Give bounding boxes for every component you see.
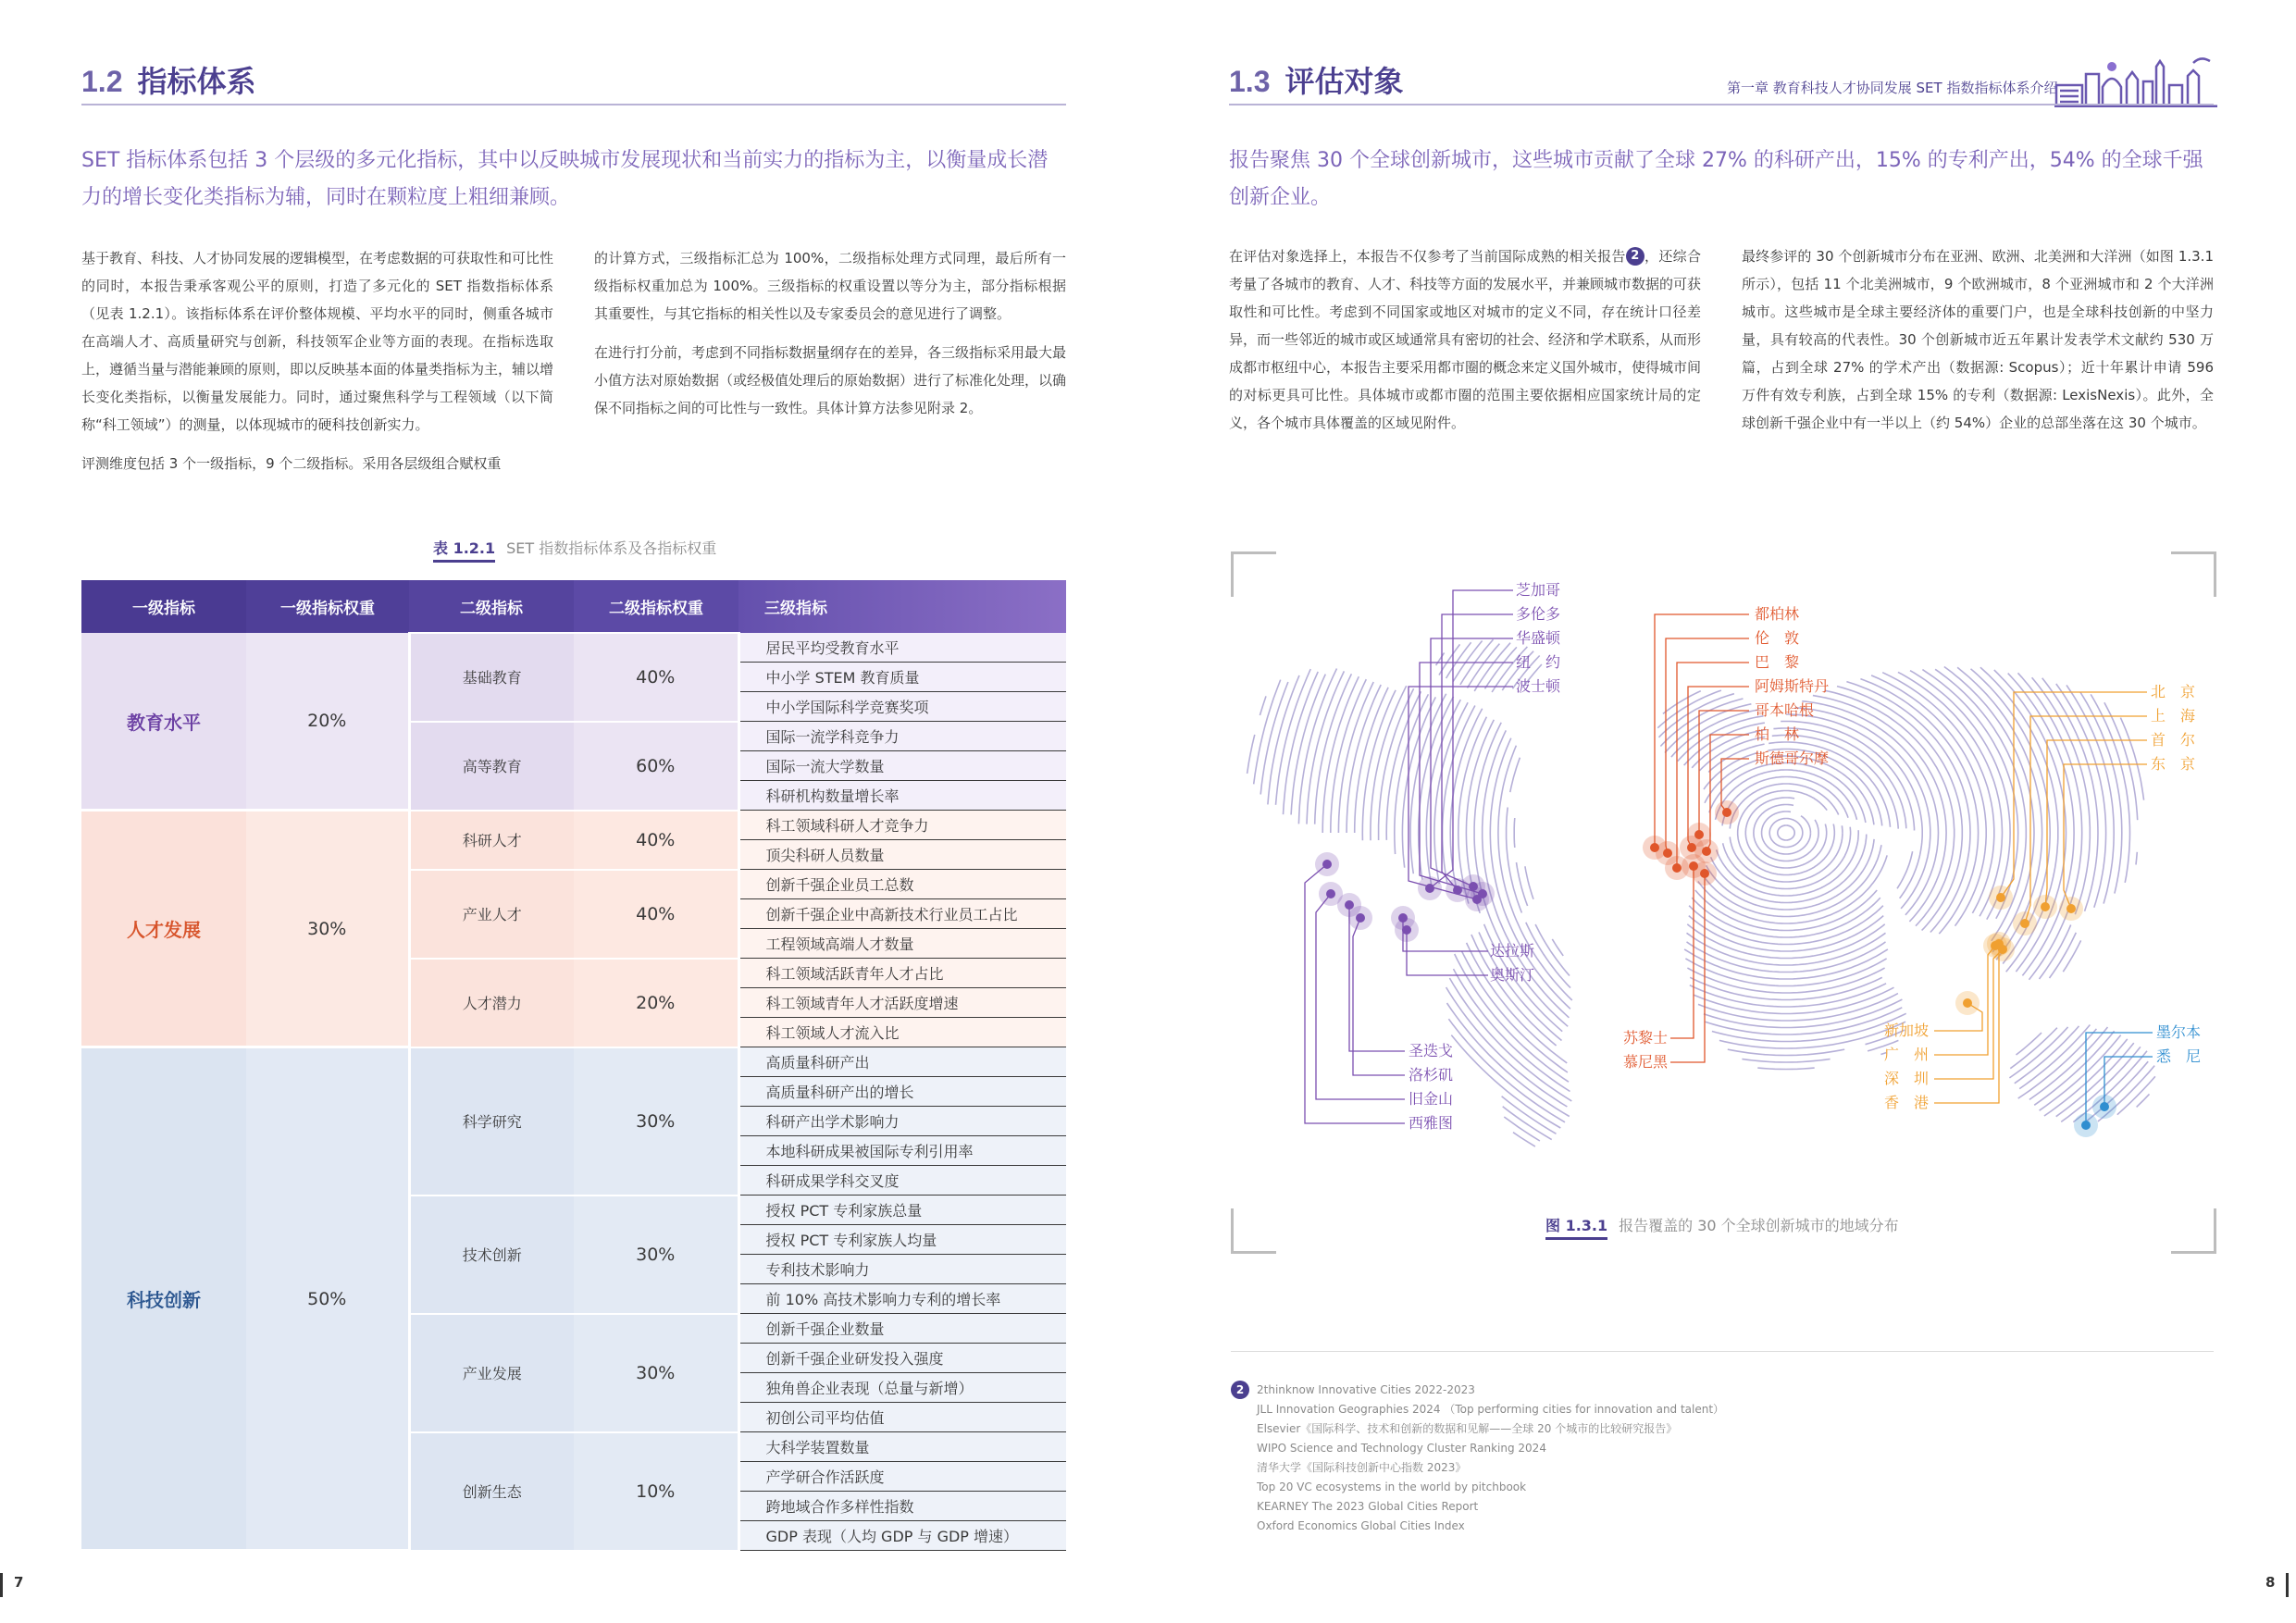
page-number-left [0, 1573, 23, 1597]
level2-weight: 40% [574, 811, 738, 870]
header-level3: 三级指标 [738, 580, 1066, 633]
city-label: 达拉斯 [1490, 942, 1535, 960]
level3-indicator: 科工领域人才流入比 [738, 1018, 1066, 1047]
city-dot [1345, 900, 1354, 910]
level2-weight: 20% [574, 959, 738, 1047]
city-label: 圣迭戈 [1409, 1042, 1454, 1059]
level3-indicator: 科研成果学科交叉度 [738, 1166, 1066, 1196]
level2-weight: 60% [574, 722, 738, 811]
section-title-1-2 [81, 63, 256, 100]
level2-indicator: 人才潜力 [409, 959, 574, 1047]
city-label: 波士顿 [1516, 677, 1561, 695]
city-label: 多伦多 [1516, 605, 1561, 623]
footnote-ref-marker[interactable]: 2 [1626, 247, 1644, 266]
city-label: 华盛顿 [1516, 629, 1561, 647]
city-dot [1963, 998, 1972, 1008]
city-label: 东 京 [2150, 755, 2195, 773]
city-dot [1672, 863, 1682, 873]
level3-indicator: 高质量科研产出的增长 [738, 1077, 1066, 1107]
map-caption-text: 报告覆盖的 30 个全球创新城市的地域分布 [1619, 1217, 1899, 1234]
city-dot [1702, 847, 1711, 856]
body-column-1 [81, 244, 553, 489]
city-label: 北 京 [2150, 683, 2195, 700]
paragraph [1229, 242, 1701, 437]
set-index-table [81, 580, 1066, 1552]
map-hatch-line [1716, 770, 1859, 896]
level3-indicator: 跨地域合作多样性指数 [738, 1492, 1066, 1521]
city-label: 苏黎士 [1622, 1029, 1668, 1047]
city-dot [2041, 902, 2050, 911]
paragraph: 评测维度包括 3 个一级指标，9 个二级指标。采用各层级组合赋权重 [81, 455, 502, 472]
level3-indicator: 科研机构数量增长率 [738, 781, 1066, 811]
level1-indicator: 人才发展 [81, 811, 246, 1047]
body-column-2 [594, 244, 1066, 433]
city-leader-line [1407, 930, 1488, 975]
map-hatch-line [1254, 680, 1281, 785]
page-number: 8 [2265, 1574, 2276, 1591]
level1-indicator: 科技创新 [81, 1047, 246, 1551]
chapter-header: 第一章 教育科技人才协同发展 SET 指数指标体系介绍 [1727, 80, 2058, 96]
city-label: 柏 林 [1755, 725, 1800, 743]
header-level2-weight: 二级指标权重 [574, 580, 738, 633]
level2-weight: 40% [574, 870, 738, 959]
paragraph: 最终参评的 30 个创新城市分布在亚洲、欧洲、北美洲和大洋洲（如图 1.3.1 所示），包括 11 个北美洲城市，9 个欧洲城市，8 个亚洲城市和 2 个大洋洲城市。这些城市是全球主要经济体的重要门户，也是全球科技创新的中坚力量，具有较高的代表性。30 个创新城市近五年累计发表学术文献约 530 万篇，占到全球 27% 的学术产出（数据源: Scopus）；近十年累计申请 596 万件有效专利族，占到全球 15% 的专利（数据源: LexisNexis）。此外，全球创新千强企业中有一半以上（约 54%）企业的总部坐落在这 30 个城市。 [1742, 248, 2214, 431]
city-label: 悉 尼 [2156, 1047, 2202, 1065]
map-caption [1545, 1214, 1899, 1235]
footnote-entry: 2thinknow Innovative Cities 2022-2023 [1257, 1383, 1475, 1396]
level3-indicator: 顶尖科研人员数量 [738, 840, 1066, 870]
level2-indicator: 产业发展 [409, 1314, 574, 1432]
level3-indicator: 科工领域青年人才活跃度增速 [738, 988, 1066, 1018]
level3-indicator: 创新千强企业研发投入强度 [738, 1344, 1066, 1373]
city-label: 奥斯汀 [1490, 966, 1535, 984]
city-dot [1326, 889, 1335, 898]
level2-indicator: 高等教育 [409, 722, 574, 811]
paragraph: 在进行打分前，考虑到不同指标数据量纲存在的差异，各三级指标采用最大最小值方法对原始数据（或经极值处理后的原始数据）进行了标准化处理，以确保不同指标之间的可比性与一致性。具体计算方法参见附录 2。 [594, 344, 1067, 416]
level3-indicator: 居民平均受教育水平 [738, 633, 1066, 663]
body-column-1 [1229, 242, 1701, 448]
level3-indicator: 产学研合作活跃度 [738, 1462, 1066, 1492]
level2-indicator: 基础教育 [409, 633, 574, 722]
city-label: 伦 敦 [1755, 629, 1800, 647]
world-map [1231, 555, 2214, 1203]
city-leader-line [1706, 735, 1749, 851]
map-hatch-line [1769, 819, 1803, 848]
level3-indicator: 大科学装置数量 [738, 1432, 1066, 1462]
page-number-right [2265, 1573, 2289, 1597]
level3-indicator: 创新千强企业中高新技术行业员工占比 [738, 899, 1066, 929]
city-dot [1663, 849, 1672, 858]
city-label: 纽 约 [1516, 653, 1561, 671]
level3-indicator: 授权 PCT 专利家族人均量 [738, 1225, 1066, 1255]
frame-corner [1231, 1208, 1276, 1254]
level3-indicator: 国际一流学科竞争力 [738, 722, 1066, 751]
city-dot [1996, 893, 2005, 902]
footnote-entry: Elsevier《国际科学、技术和创新的数据和见解——全球 20 个城市的比较研究报告》 [1257, 1422, 1678, 1435]
city-dot [1322, 860, 1332, 869]
city-dot [1453, 886, 1462, 895]
level2-weight: 30% [574, 1196, 738, 1314]
level1-indicator: 教育水平 [81, 633, 246, 811]
footnote-entry: 清华大学《国际科技创新中心指数 2023》 [1257, 1461, 1467, 1474]
section-title-text: 指标体系 [137, 64, 256, 99]
level1-weight: 30% [246, 811, 409, 1047]
city-dot [1694, 830, 1704, 839]
level3-indicator: 中小学 STEM 教育质量 [738, 663, 1066, 692]
level3-indicator: 科工领域科研人才竞争力 [738, 811, 1066, 840]
paragraph: 基于教育、科技、人才协同发展的逻辑模型，在考虑数据的可获取性和可比性的同时，本报告秉承客观公平的原则，打造了多元化的 SET 指数指标体系（见表 1.2.1）。该指标体系在评价整体规模、平均水平的同时，侧重各城市在高端人才、高质量研究与创新，科技领军企业等方面的表现。在指标选取上，遵循当量与潜能兼顾的原则，即以反映基本面的体量类指标为主，辅以增长变化类指标，以衡量发展能力。同时，通过聚焦科学与工程领域（以下简称“科工领域”）的测量，以体现城市的硬科技创新实力。 [81, 250, 554, 433]
city-label: 香 港 [1883, 1094, 1929, 1111]
lead-paragraph: SET 指标体系包括 3 个层级的多元化指标，其中以反映城市发展现状和当前实力的指标为主，以衡量成长潜力的增长变化类指标为辅，同时在颗粒度上粗细兼顾。 [81, 149, 1049, 209]
level3-indicator: 创新千强企业数量 [738, 1314, 1066, 1344]
table-caption-text: SET 指数指标体系及各指标权重 [506, 539, 717, 557]
section-rule [1229, 104, 2214, 105]
level3-indicator: 国际一流大学数量 [738, 751, 1066, 781]
city-label: 首 尔 [2150, 731, 2195, 749]
table-caption-id: 表 1.2.1 [433, 539, 495, 563]
city-label: 都柏林 [1755, 605, 1800, 623]
map-hatch-line [1719, 667, 2034, 1049]
level2-indicator: 科学研究 [409, 1047, 574, 1196]
level2-indicator: 技术创新 [409, 1196, 574, 1314]
level2-weight: 30% [574, 1314, 738, 1432]
section-number: 1.3 [1229, 65, 1271, 98]
city-dot [1722, 808, 1731, 817]
footnote-entry: WIPO Science and Technology Cluster Ranking 2024 [1257, 1442, 1546, 1455]
level3-indicator: 高质量科研产出 [738, 1047, 1066, 1077]
city-label: 巴 黎 [1755, 653, 1800, 671]
level2-indicator: 创新生态 [409, 1432, 574, 1551]
table-row [81, 1047, 1066, 1077]
level3-indicator: 科研产出学术影响力 [738, 1107, 1066, 1136]
table-row [81, 633, 1066, 663]
footnote-entry: Top 20 VC ecosystems in the world by pitchbook [1257, 1481, 1527, 1493]
level1-weight: 50% [246, 1047, 409, 1551]
section-title-1-3 [1229, 63, 1404, 100]
city-dot [1994, 939, 2004, 948]
city-label: 洛杉矶 [1409, 1066, 1454, 1084]
city-label: 深 圳 [1883, 1070, 1929, 1087]
city-label: 哥本哈根 [1755, 701, 1815, 719]
level3-indicator: 创新千强企业员工总数 [738, 870, 1066, 899]
level3-indicator: 工程领域高端人才数量 [738, 929, 1066, 959]
level3-indicator: 专利技术影响力 [738, 1255, 1066, 1284]
paragraph-start: 在评估对象选择上，本报告不仅参考了当前国际成熟的相关报告 [1229, 248, 1626, 265]
level3-indicator: 本地科研成果被国际专利引用率 [738, 1136, 1066, 1166]
city-label: 上 海 [2150, 707, 2195, 725]
level3-indicator: GDP 表现（人均 GDP 与 GDP 增速） [738, 1521, 1066, 1551]
level2-indicator: 产业人才 [409, 870, 574, 959]
level3-indicator: 中小学国际科学竞赛奖项 [738, 692, 1066, 722]
city-dot [2081, 1121, 2091, 1130]
city-label: 广 州 [1883, 1046, 1929, 1063]
map-hatch-line [1754, 805, 1818, 861]
city-dot [2100, 1102, 2109, 1111]
city-label: 旧金山 [1409, 1090, 1454, 1108]
city-label: 西雅图 [1409, 1114, 1454, 1132]
table-caption [433, 537, 716, 558]
header-level1: 一级指标 [81, 580, 246, 633]
table-header-row [81, 580, 1066, 633]
level3-indicator: 授权 PCT 专利家族总量 [738, 1196, 1066, 1225]
city-label: 慕尼黑 [1622, 1053, 1668, 1071]
city-dot [2066, 904, 2076, 913]
level2-weight: 30% [574, 1047, 738, 1196]
map-hatch-line [1738, 791, 1835, 875]
city-skyline-icon [2054, 54, 2217, 107]
level3-indicator: 科工领域活跃青年人才占比 [738, 959, 1066, 988]
section-number: 1.2 [81, 65, 123, 98]
page-number: 7 [14, 1574, 24, 1591]
city-label: 阿姆斯特丹 [1755, 677, 1830, 695]
map-hatch-line [1778, 825, 1794, 840]
city-label: 新加坡 [1883, 1022, 1929, 1039]
frame-corner [2171, 1208, 2216, 1254]
city-dot [2020, 919, 2029, 928]
level2-weight: 10% [574, 1432, 738, 1551]
footnote-divider [1231, 1351, 2214, 1352]
footnote-entry: JLL Innovation Geographies 2024 （Top performing cities for innovation and talent） [1257, 1403, 1725, 1416]
body-column-2 [1742, 242, 2214, 448]
city-label: 墨尔本 [2156, 1023, 2202, 1041]
map-hatch-line [1745, 798, 1826, 868]
paragraph-rest: ，还综合考量了各城市的教育、人才、科技等方面的发展水平，并兼顾城市数据的可获取性和可比性。考虑到不同国家或地区对城市的定义不同，存在统计口径差异，而一些邻近的城市或区域通常具有密切的社会、经济和学术联系，从而形成都市枢纽中心，本报告主要采用都市圈的概念来定义国外城市，使得城市间的对标更具可比性。具体城市或都市圈的范围主要依据相应国家统计局的定义，各个城市具体覆盖的区域见附件。 [1229, 248, 1702, 431]
level1-weight: 20% [246, 633, 409, 811]
city-dot [1402, 925, 1411, 935]
city-label: 斯德哥尔摩 [1755, 750, 1830, 767]
lead-paragraph: 报告聚焦 30 个全球创新城市，这些城市贡献了全球 27% 的科研产出，15% 的专利产出，54% 的全球千强创新企业。 [1229, 149, 2203, 209]
city-dot [1425, 884, 1434, 893]
level2-indicator: 科研人才 [409, 811, 574, 870]
map-hatch-line [1730, 784, 1843, 882]
table-row [81, 811, 1066, 840]
level3-indicator: 独角兽企业表现（总量与新增） [738, 1373, 1066, 1403]
city-dot [1700, 869, 1709, 878]
level3-indicator: 前 10% 高技术影响力专利的增长率 [738, 1284, 1066, 1314]
city-label: 芝加哥 [1516, 581, 1561, 599]
footnote-marker: 2 [1231, 1381, 1249, 1399]
level3-indicator: 初创公司平均估值 [738, 1403, 1066, 1432]
map-hatch-line [1722, 777, 1851, 889]
header-level2: 二级指标 [409, 580, 574, 633]
paragraph: 的计算方式，三级指标汇总为 100%，二级指标处理方式同理，最后所有一级指标权重加总为 100%。三级指标的权重设置以等分为主，部分指标根据其重要性，与其它指标的相关性以及专家委员会的意见进行了调整。 [594, 250, 1066, 322]
level2-weight: 40% [574, 633, 738, 722]
section-title-text: 评估对象 [1285, 64, 1404, 99]
map-caption-id: 图 1.3.1 [1545, 1217, 1607, 1240]
map-hatch-line [1705, 756, 1874, 910]
footnote-entry: Oxford Economics Global Cities Index [1257, 1519, 1465, 1532]
section-rule [81, 104, 1066, 105]
city-dot [1472, 895, 1482, 904]
city-dot [1356, 913, 1365, 923]
header-level1-weight: 一级指标权重 [246, 580, 409, 633]
city-leader-line [2025, 716, 2147, 923]
footnote-entry: KEARNEY The 2023 Global Cities Report [1257, 1500, 1479, 1513]
